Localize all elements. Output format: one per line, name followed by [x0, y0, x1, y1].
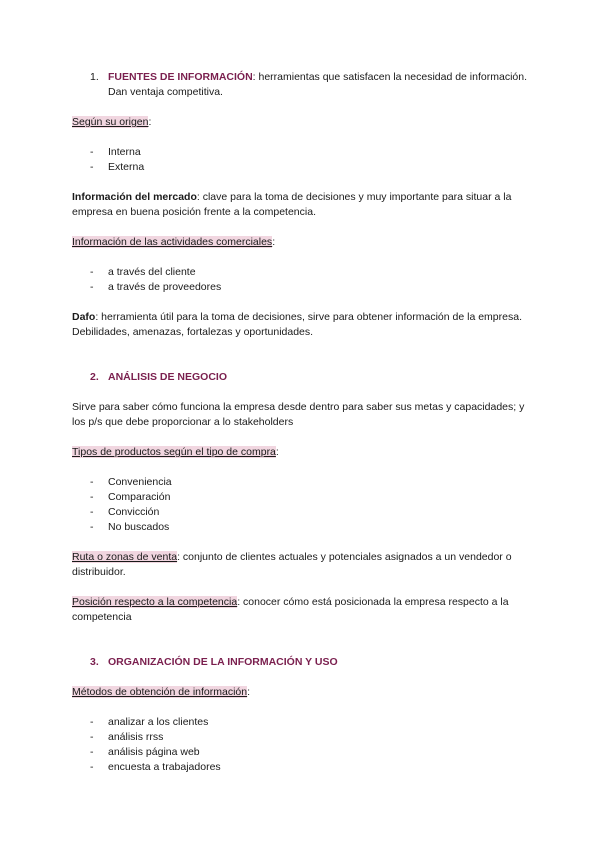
- section-1-title-rest: : herramientas que satisfacen la necesidad de información. Dan ventaja competitiva.: [108, 71, 527, 98]
- list-item-text: Interna: [108, 146, 141, 158]
- posicion-text: : conocer cómo está posicionada la empresa respecto a la competencia: [72, 596, 509, 623]
- list-item: [72, 280, 532, 295]
- section-2-heading: [72, 370, 532, 385]
- dash: -: [90, 161, 94, 173]
- posicion-paragraph: [72, 595, 532, 625]
- posicion-label: Posición respecto a la competencia: [72, 596, 238, 608]
- list-item: [72, 265, 532, 280]
- section-1-heading: [72, 70, 532, 100]
- section-3-title: ORGANIZACIÓN DE LA INFORMACIÓN Y USO: [108, 656, 338, 668]
- actividades-label: Información de las actividades comerciales: [72, 236, 273, 248]
- list-item-text: análisis rrss: [108, 731, 164, 743]
- dash: -: [90, 731, 94, 743]
- section-3-heading: [72, 655, 532, 670]
- list-item: [72, 730, 532, 745]
- actividades-label-line: [72, 235, 532, 250]
- metodos-label-line: [72, 685, 532, 700]
- list-item-text: encuesta a trabajadores: [108, 761, 221, 773]
- list-item: [72, 145, 532, 160]
- list-item-text: análisis página web: [108, 746, 200, 758]
- dash: -: [90, 506, 94, 518]
- section-2-title: ANÁLISIS DE NEGOCIO: [108, 371, 228, 383]
- origen-list: [72, 145, 532, 175]
- colon: :: [148, 116, 152, 128]
- list-item: [72, 520, 532, 535]
- section-1-number: 1.: [90, 71, 99, 83]
- list-item: [72, 715, 532, 730]
- list-item-text: a través de proveedores: [108, 281, 222, 293]
- metodos-label: Métodos de obtención de información: [72, 686, 248, 698]
- ruta-paragraph: [72, 550, 532, 580]
- list-item-text: Convicción: [108, 506, 160, 518]
- dash: -: [90, 521, 94, 533]
- mercado-paragraph: [72, 190, 532, 220]
- list-item-text: No buscados: [108, 521, 170, 533]
- list-item-text: Externa: [108, 161, 145, 173]
- dafo-text: : herramienta útil para la toma de decisiones, sirve para obtener información de la empresa. Debilidades, amenazas, fortalezas y oportunidades.: [72, 311, 522, 338]
- tipos-label-line: [72, 445, 532, 460]
- list-item: [72, 505, 532, 520]
- dash: -: [90, 281, 94, 293]
- list-item-text: a través del cliente: [108, 266, 196, 278]
- list-item: [72, 745, 532, 760]
- dash: -: [90, 716, 94, 728]
- list-item: [72, 490, 532, 505]
- dash: -: [90, 746, 94, 758]
- mercado-text: : clave para la toma de decisiones y muy importante para situar a la empresa en buena posición frente a la competencia.: [72, 191, 512, 218]
- dash: -: [90, 761, 94, 773]
- list-item-text: analizar a los clientes: [108, 716, 209, 728]
- ruta-label: Ruta o zonas de venta: [72, 551, 178, 563]
- list-item: [72, 760, 532, 775]
- colon: :: [272, 236, 276, 248]
- document-page: [72, 70, 532, 775]
- dash: -: [90, 476, 94, 488]
- section-2-number: 2.: [90, 371, 99, 383]
- colon: :: [275, 446, 279, 458]
- tipos-list: [72, 475, 532, 535]
- actividades-list: [72, 265, 532, 295]
- section-1-title: FUENTES DE INFORMACIÓN: [108, 71, 253, 83]
- section-3-number: 3.: [90, 656, 99, 668]
- origen-label-line: [72, 115, 532, 130]
- colon: :: [247, 686, 251, 698]
- dash: -: [90, 266, 94, 278]
- mercado-bold: Información del mercado: [72, 191, 197, 203]
- dafo-bold: Dafo: [72, 311, 96, 323]
- dash: -: [90, 146, 94, 158]
- origen-label: Según su origen: [72, 116, 149, 128]
- ruta-text: : conjunto de clientes actuales y potenciales asignados a un vendedor o distribuidor.: [72, 551, 512, 578]
- s2-intro: Sirve para saber cómo funciona la empresa desde dentro para saber sus metas y capacidades; y los p/s que debe proporcionar a lo stakeholders: [72, 401, 525, 428]
- dafo-paragraph: [72, 310, 532, 340]
- list-item-text: Conveniencia: [108, 476, 172, 488]
- metodos-list: [72, 715, 532, 775]
- list-item: [72, 475, 532, 490]
- dash: -: [90, 491, 94, 503]
- list-item-text: Comparación: [108, 491, 171, 503]
- tipos-label: Tipos de productos según el tipo de compra: [72, 446, 276, 458]
- list-item: [72, 160, 532, 175]
